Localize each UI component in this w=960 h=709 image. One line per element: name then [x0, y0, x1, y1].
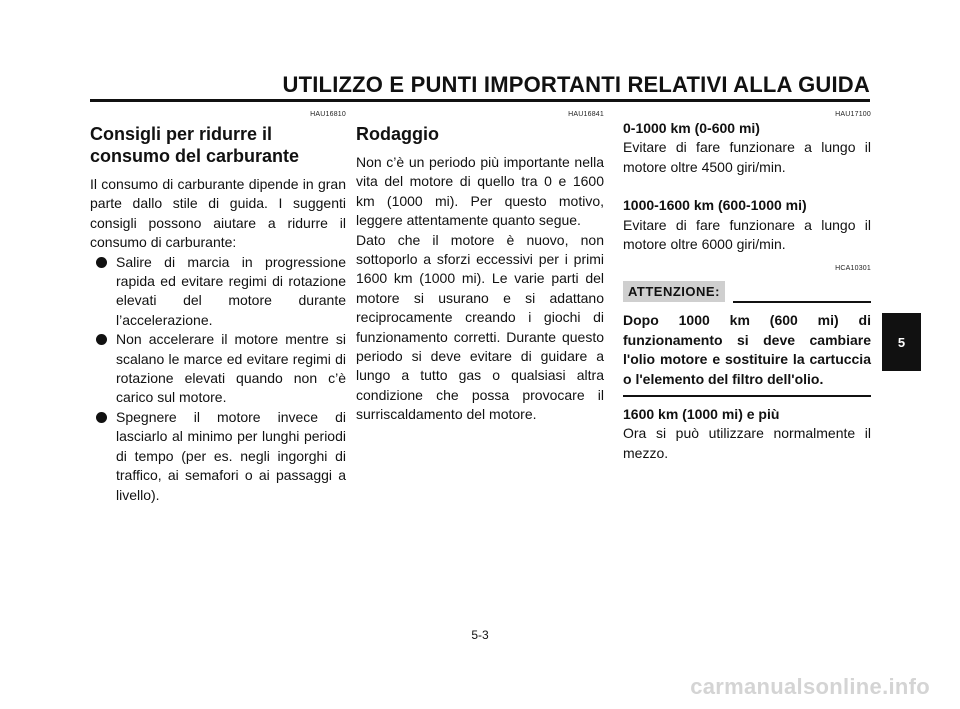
- list-item-text: Non accelerare il motore mentre si scalano le marce ed evitare regimi di rotazione elevati quando non c’è carico sul motore.: [116, 331, 346, 406]
- watermark: carmanualsonline.info: [690, 674, 930, 699]
- stage-heading: 0-1000 km (0-600 mi): [623, 120, 760, 136]
- header-rule: [90, 99, 870, 102]
- intro-paragraph: Il consumo di carburante dipende in gran parte dallo stile di guida. I suggenti consigli possono aiutare a ridurre il consumo di carburante:: [90, 176, 346, 251]
- heading-line-1: Consigli per ridurre il: [90, 124, 273, 144]
- column-fuel-tips: [90, 110, 346, 505]
- list-item: [90, 253, 346, 331]
- stage-text: Ora si può utilizzare normalmente il mezzo.: [623, 425, 871, 461]
- list-item: [90, 408, 346, 505]
- stage-text: Evitare di fare funzionare a lungo il motore oltre 6000 giri/min.: [623, 216, 871, 253]
- list-item-text: Salire di marcia in progressione rapida ed evitare regimi di rotazione elevati del motore durante l’accelerazione.: [116, 253, 346, 328]
- column-break-in-stages: [623, 110, 871, 463]
- section-heading: Rodaggio: [356, 124, 439, 144]
- bullet-icon: [96, 412, 107, 423]
- section-heading: [90, 123, 346, 167]
- caution-end-rule: [623, 395, 871, 397]
- list-item-text: Spegnere il motore invece di lasciarlo al minimo per lunghi periodi di tempo (per es. negli ingorghi di traffico, ai semafori o ai passaggi a livello).: [116, 408, 346, 503]
- page-number: 5-3: [471, 628, 489, 642]
- caution-text: Dopo 1000 km (600 mi) di funzionamento si deve cambiare l'olio motore e sostituire la cartuccia o l'elemento del filtro dell'olio.: [623, 312, 871, 387]
- caution-label: ATTENZIONE:: [623, 281, 725, 302]
- section-code: HAU16810: [310, 111, 346, 118]
- section-code: HAU17100: [835, 111, 871, 118]
- stage-text: Evitare di fare funzionare a lungo il motore oltre 4500 giri/min.: [623, 139, 871, 175]
- heading-line-2: consumo del carburante: [90, 146, 300, 166]
- stage-heading: 1000-1600 km (600-1000 mi): [623, 197, 807, 214]
- bullet-icon: [96, 334, 107, 345]
- list-item: [90, 330, 346, 408]
- page-title: UTILIZZO E PUNTI IMPORTANTI RELATIVI ALLA GUIDA: [282, 72, 870, 97]
- spacer: [623, 177, 871, 196]
- stage-heading: 1600 km (1000 mi) e più: [623, 406, 780, 423]
- column-break-in: [356, 110, 604, 425]
- section-code: HAU16841: [568, 111, 604, 118]
- chapter-tab: 5: [882, 313, 921, 371]
- caution-banner: [623, 281, 871, 305]
- tips-list: [90, 253, 346, 505]
- caution-code: HCA10301: [835, 265, 871, 273]
- bullet-icon: [96, 257, 107, 268]
- paragraph: Non c’è un periodo più importante nella vita del motore di quello tra 0 e 1600 km (1000 mi). Per questo motivo, leggere attentamente quanto segue.: [356, 154, 604, 229]
- paragraph: Dato che il motore è nuovo, non sottoporlo a sforzi eccessivi per i primi 1600 km (1000 mi). Le varie parti del motore si usurano e si adattano reciprocamente creando i giochi di funzionamento corretti. Durante questo periodo si deve evitare di guidare a lungo a tutto gas o qualsiasi altra condizione che possa provocare il surriscaldamento del motore.: [356, 231, 604, 423]
- caution-rule: [733, 301, 871, 303]
